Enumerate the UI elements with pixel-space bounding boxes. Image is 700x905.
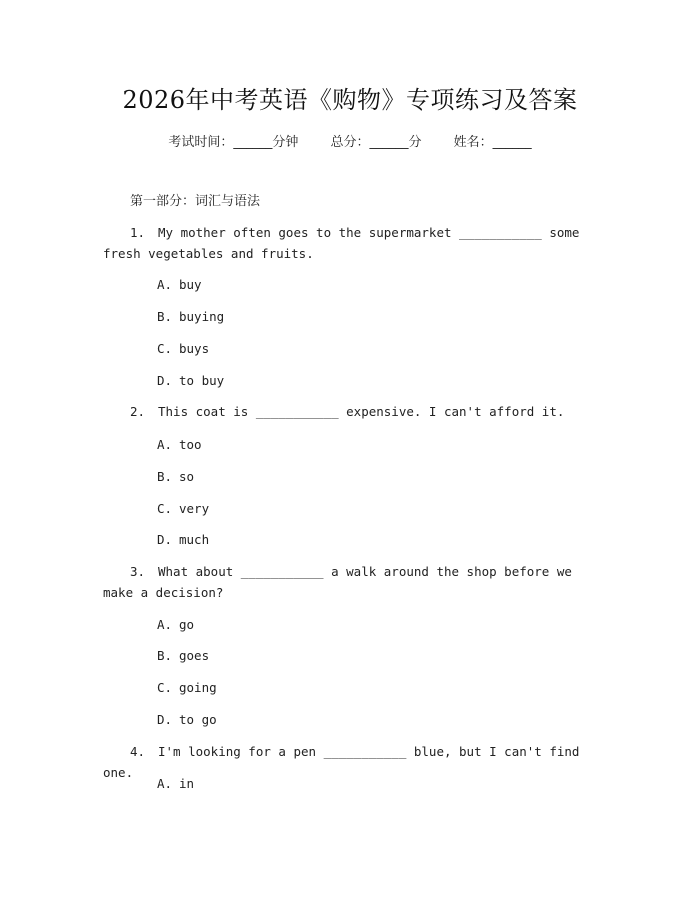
option-text: so bbox=[179, 469, 195, 484]
option-text: goes bbox=[179, 648, 210, 663]
student-name-field: 姓名：______ bbox=[453, 135, 532, 150]
option-text: go bbox=[179, 617, 195, 632]
page-title: 2026年中考英语《购物》专项练习及答案 bbox=[122, 86, 578, 114]
question-3 bbox=[103, 561, 587, 603]
option-letter: D. bbox=[157, 373, 173, 388]
option-letter: B. bbox=[157, 309, 173, 324]
option-letter: C. bbox=[157, 501, 173, 516]
question-1-option-a bbox=[157, 277, 202, 292]
option-letter: A. bbox=[157, 437, 173, 452]
question-2-option-b bbox=[157, 469, 194, 484]
question-number: 2. bbox=[130, 404, 146, 419]
question-1-option-c bbox=[157, 341, 209, 356]
question-2-option-d bbox=[157, 532, 209, 547]
option-text: much bbox=[179, 532, 210, 547]
option-text: to buy bbox=[179, 373, 225, 388]
question-2 bbox=[103, 401, 587, 422]
option-letter: B. bbox=[157, 469, 173, 484]
question-number: 4. bbox=[130, 744, 146, 759]
question-number: 1. bbox=[130, 225, 146, 240]
option-text: going bbox=[179, 680, 217, 695]
option-text: too bbox=[179, 437, 202, 452]
option-text: buys bbox=[179, 341, 210, 356]
question-number: 3. bbox=[130, 564, 146, 579]
option-letter: A. bbox=[157, 776, 173, 791]
option-letter: D. bbox=[157, 712, 173, 727]
option-letter: C. bbox=[157, 680, 173, 695]
question-stem: This coat is ___________ expensive. I can't afford it. bbox=[158, 404, 565, 419]
option-text: to go bbox=[179, 712, 217, 727]
question-3-option-b bbox=[157, 648, 209, 663]
question-3-option-a bbox=[157, 617, 194, 632]
option-text: in bbox=[179, 776, 195, 791]
question-1 bbox=[103, 222, 587, 264]
question-4-option-a bbox=[157, 776, 194, 791]
exam-time-field: 考试时间：______分钟 bbox=[168, 135, 299, 150]
section-title: 第一部分：词汇与语法 bbox=[130, 194, 261, 209]
option-letter: A. bbox=[157, 617, 173, 632]
exam-meta bbox=[0, 131, 700, 150]
option-letter: C. bbox=[157, 341, 173, 356]
option-letter: A. bbox=[157, 277, 173, 292]
question-2-option-a bbox=[157, 437, 202, 452]
question-1-option-b bbox=[157, 309, 224, 324]
option-letter: B. bbox=[157, 648, 173, 663]
question-2-option-c bbox=[157, 501, 209, 516]
question-3-option-d bbox=[157, 712, 217, 727]
question-stem: What about ___________ a walk around the shop before we make a decision? bbox=[103, 564, 572, 600]
question-stem: I'm looking for a pen ___________ blue, but I can't find one. bbox=[103, 744, 580, 780]
question-1-option-d bbox=[157, 373, 224, 388]
question-3-option-c bbox=[157, 680, 217, 695]
option-text: very bbox=[179, 501, 210, 516]
question-stem: My mother often goes to the supermarket ___________ some fresh vegetables and fruits. bbox=[103, 225, 580, 261]
option-letter: D. bbox=[157, 532, 173, 547]
total-score-field: 总分：______分 bbox=[330, 135, 422, 150]
option-text: buying bbox=[179, 309, 225, 324]
option-text: buy bbox=[179, 277, 202, 292]
